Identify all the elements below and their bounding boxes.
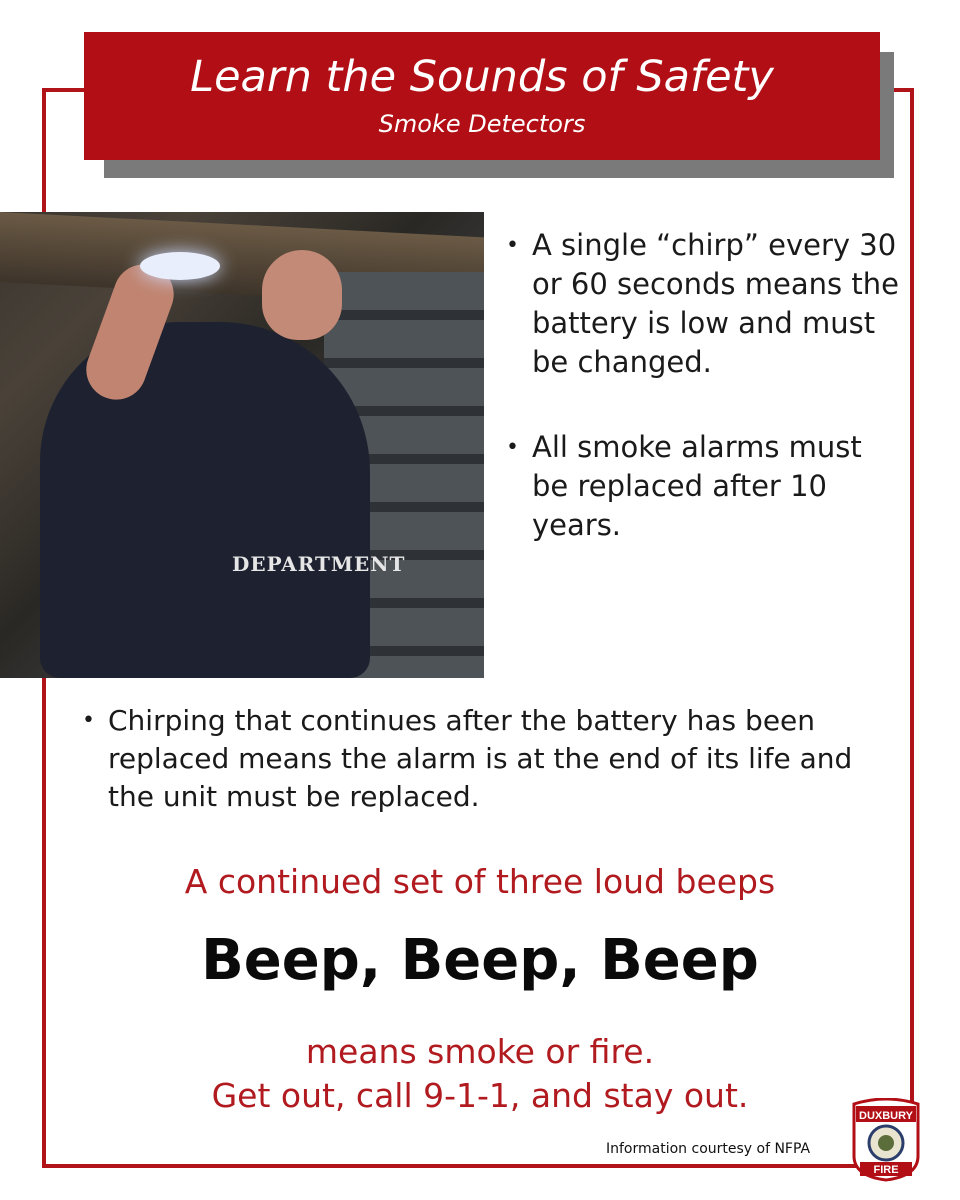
wide-bullet-list bbox=[82, 702, 882, 816]
credit-text: Information courtesy of NFPA bbox=[606, 1141, 811, 1157]
firefighter-photo bbox=[0, 212, 484, 678]
photo-smoke-detector bbox=[140, 252, 220, 280]
alarm-meaning: means smoke or fire. bbox=[305, 1032, 655, 1071]
duxbury-fire-logo bbox=[846, 1098, 926, 1182]
alarm-intro: A continued set of three loud beeps bbox=[184, 862, 776, 901]
photo-shirt-text: DEPARTMENT bbox=[232, 552, 406, 576]
bullet-replace-10-years: • All smoke alarms must be replaced after 10 years. bbox=[506, 428, 906, 545]
page-subtitle: Smoke Detectors bbox=[378, 110, 586, 138]
bullet-chirp: • A single “chirp” every 30 or 60 seconds means the battery is low and must be changed. bbox=[506, 226, 906, 382]
logo-bottom-text: FIRE bbox=[873, 1164, 899, 1176]
logo-top-text: DUXBURY bbox=[859, 1110, 913, 1122]
alarm-instructions bbox=[0, 1030, 960, 1118]
alarm-action: Get out, call 9-1-1, and stay out. bbox=[211, 1076, 749, 1115]
photo-head bbox=[262, 250, 342, 340]
page-title: Learn the Sounds of Safety bbox=[190, 52, 774, 102]
side-bullet-list bbox=[506, 226, 906, 545]
alarm-beeps: Beep, Beep, Beep bbox=[201, 928, 759, 993]
header-banner bbox=[84, 32, 880, 160]
logo-seal-center bbox=[878, 1135, 894, 1151]
bullet-end-of-life: • Chirping that continues after the battery has been replaced means the alarm is at the end of its life and the unit must be replaced. bbox=[82, 702, 882, 816]
